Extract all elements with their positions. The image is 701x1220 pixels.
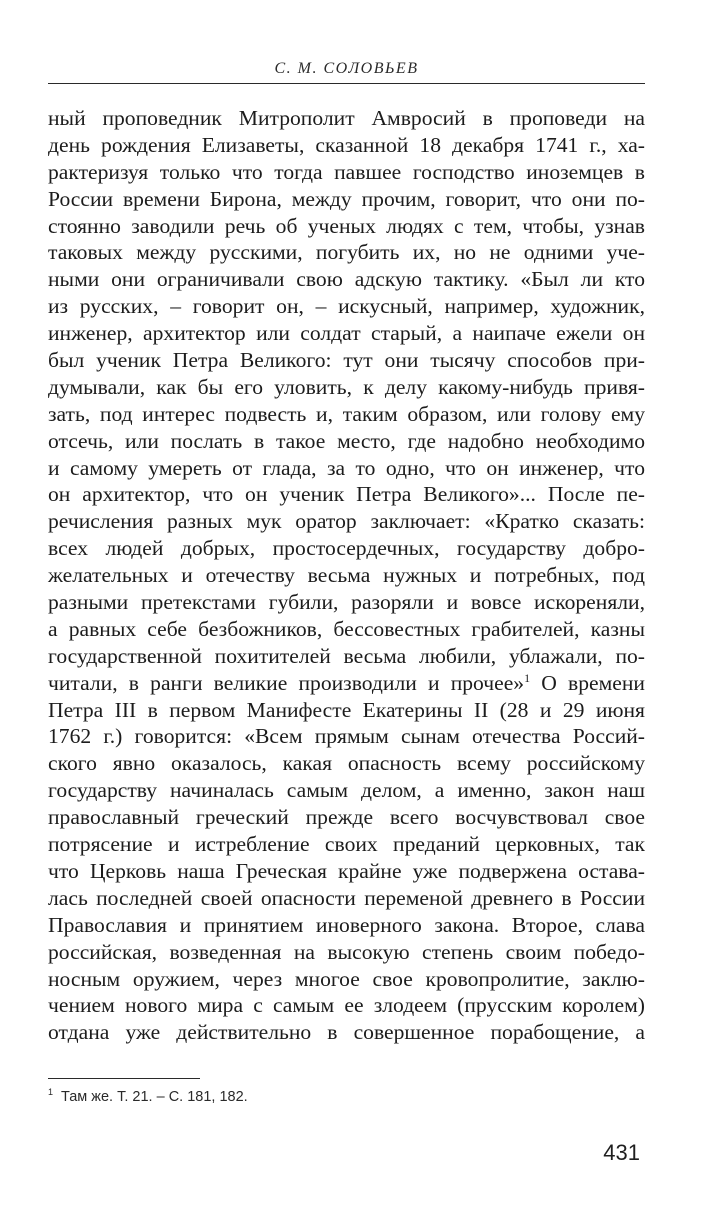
- text-fragment: О времени: [530, 670, 645, 695]
- text-line: разными претекстами губили, разоряли и вовсе искореняли,: [48, 590, 645, 615]
- text-line: всех людей добрых, простосердечных, государству добро-: [48, 536, 645, 561]
- text-line: был ученик Петра Великого: тут они тысячу способов при-: [48, 348, 645, 373]
- footnote: [48, 1087, 248, 1105]
- text-line: зать, под интерес подвесть и, таким образом, или голову ему: [48, 401, 645, 426]
- text-fragment: читали, в ранги великие производили и прочее»: [48, 670, 525, 695]
- text-line: таковых между русскими, погубить их, но не одними уче-: [48, 240, 645, 265]
- text-line: думывали, как бы его уловить, к делу какому-нибудь привя-: [48, 374, 645, 399]
- text-line: из русских, – говорит он, – искусный, например, художник,: [48, 294, 645, 319]
- text-line: а равных себе безбожников, бессовестных грабителей, казны: [48, 616, 645, 641]
- text-line: что Церковь наша Греческая крайне уже подвержена остава-: [48, 858, 645, 883]
- text-line: государству начиналась самым делом, а именно, закон наш: [48, 778, 645, 803]
- text-line: России времени Бирона, между прочим, говорит, что они по-: [48, 186, 645, 211]
- text-line: желательных и отечеству весьма нужных и потребных, под: [48, 563, 645, 588]
- text-line: стоянно заводили речь об ученых людях с тем, чтобы, узнав: [48, 213, 645, 238]
- text-line: потрясение и истребление своих преданий церковных, так: [48, 832, 645, 857]
- text-line: инженер, архитектор или солдат старый, а наипаче ежели он: [48, 321, 645, 346]
- text-line: Петра III в первом Манифесте Екатерины II (28 и 29 июня: [48, 697, 645, 722]
- text-line: отдана уже действительно в совершенное порабощение, а: [48, 1020, 645, 1045]
- running-head: С. М. СОЛОВЬЕВ: [274, 60, 419, 77]
- text-line: речисления разных мук оратор заключает: «Кратко сказать:: [48, 509, 645, 534]
- text-line: носным оружием, через многое свое кровопролитие, заклю-: [48, 966, 645, 991]
- text-line: 1762 г.) говорится: «Всем прямым сынам отечества Россий-: [48, 724, 645, 749]
- footnote-rule: [48, 1078, 200, 1079]
- header-rule: [48, 83, 645, 84]
- body-text: [48, 105, 645, 1046]
- text-line: ными они ограничивали свою адскую тактику. «Был ли кто: [48, 267, 645, 292]
- text-line: чением нового мира с самым ее злодеем (прусским королем): [48, 993, 645, 1018]
- text-line: и самому умереть от глада, за то одно, что он инженер, что: [48, 455, 645, 480]
- text-line: отсечь, или послать в такое место, где надобно необходимо: [48, 428, 645, 453]
- footnote-reference[interactable]: 1: [524, 670, 531, 685]
- footnote-marker: 1: [48, 1087, 54, 1097]
- page-number: 431: [603, 1140, 640, 1165]
- text-line: ского явно оказалось, какая опасность всему российскому: [48, 751, 645, 776]
- text-line: православный греческий прежде всего восчувствовал свое: [48, 805, 645, 830]
- text-line: государственной похитителей весьма любили, ублажали, по-: [48, 643, 645, 668]
- text-line: лась последней своей опасности переменой древнего в России: [48, 885, 645, 910]
- text-line-with-footnote: [48, 670, 645, 697]
- footnote-text: Там же. Т. 21. – С. 181, 182.: [61, 1088, 248, 1105]
- text-line: Православия и принятием иноверного закона. Второе, слава: [48, 912, 645, 937]
- text-line: российская, возведенная на высокую степень своим победо-: [48, 939, 645, 964]
- text-line: он архитектор, что он ученик Петра Великого»... После пе-: [48, 482, 645, 507]
- text-line: ный проповедник Митрополит Амвросий в проповеди на: [48, 106, 645, 130]
- text-line: день рождения Елизаветы, сказанной 18 декабря 1741 г., ха-: [48, 132, 645, 157]
- text-line: рактеризуя только что тогда павшее господство иноземцев в: [48, 159, 645, 184]
